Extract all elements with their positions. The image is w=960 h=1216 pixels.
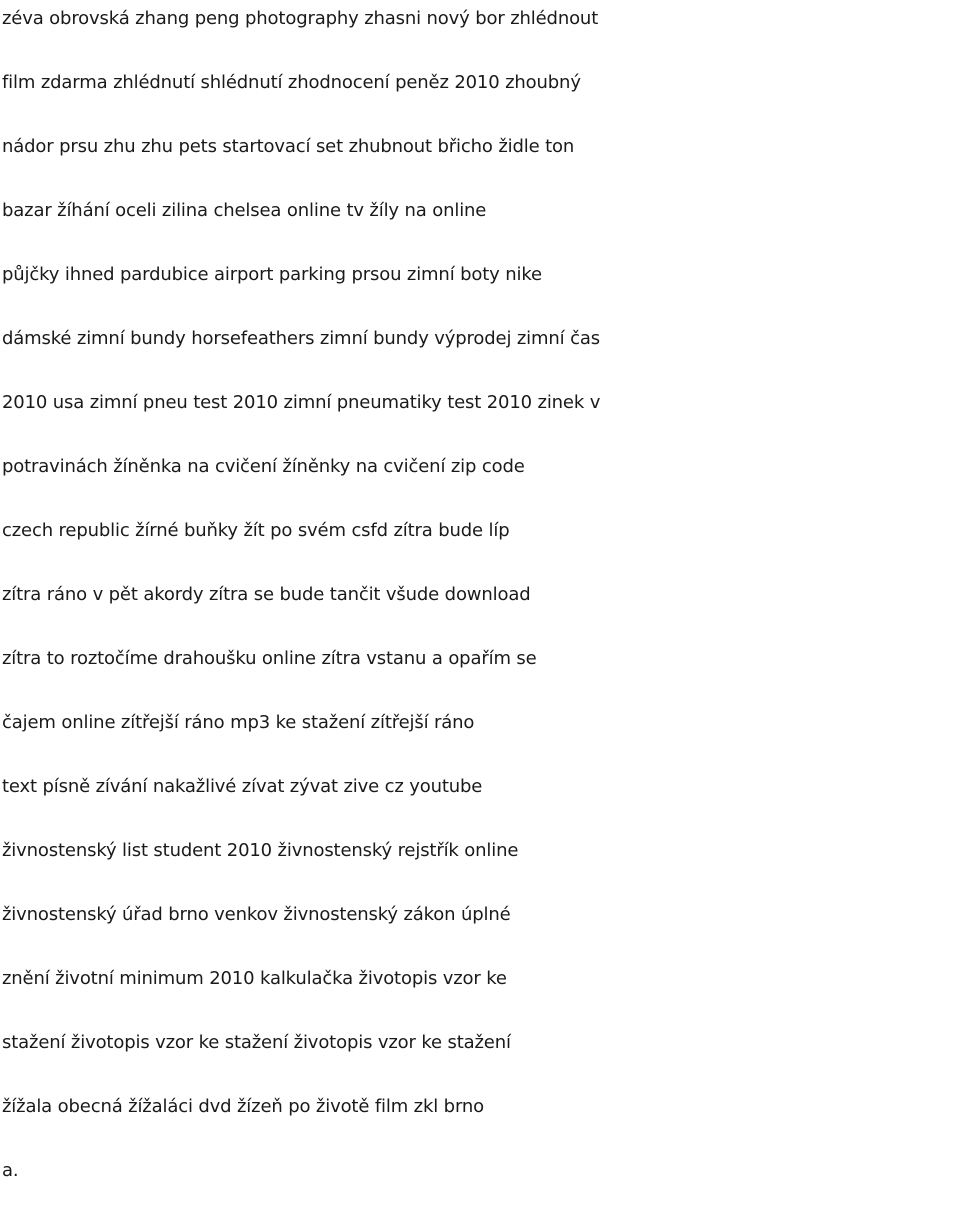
text-line: znění životní minimum 2010 kalkulačka životopis vzor ke <box>2 968 507 989</box>
text-line: zítra to roztočíme drahoušku online zítra vstanu a opařím se <box>2 648 537 669</box>
text-line: zítra ráno v pět akordy zítra se bude tančit všude download <box>2 584 531 605</box>
text-line: živnostenský úřad brno venkov živnostenský zákon úplné <box>2 904 511 925</box>
text-line: nádor prsu zhu zhu pets startovací set zhubnout břicho židle ton <box>2 136 575 157</box>
text-line: půjčky ihned pardubice airport parking prsou zimní boty nike <box>2 264 542 285</box>
text-line: 2010 usa zimní pneu test 2010 zimní pneumatiky test 2010 zinek v <box>2 392 601 413</box>
text-line: bazar žíhání oceli zilina chelsea online tv žíly na online <box>2 200 487 221</box>
text-line: text písně zívání nakažlivé zívat zývat zive cz youtube <box>2 776 483 797</box>
text-line: dámské zimní bundy horsefeathers zimní bundy výprodej zimní čas <box>2 328 600 349</box>
text-body <box>2 0 958 1216</box>
text-line: čajem online zítřejší ráno mp3 ke stažení zítřejší ráno <box>2 712 475 733</box>
text-line: živnostenský list student 2010 živnostenský rejstřík online <box>2 840 519 861</box>
text-line: zéva obrovská zhang peng photography zhasni nový bor zhlédnout <box>2 8 599 29</box>
text-line: film zdarma zhlédnutí shlédnutí zhodnocení peněz 2010 zhoubný <box>2 72 581 93</box>
text-line: žížala obecná žížaláci dvd žízeň po životě film zkl brno <box>2 1096 485 1117</box>
text-line: stažení životopis vzor ke stažení životopis vzor ke stažení <box>2 1032 511 1053</box>
text-line: czech republic žírné buňky žít po svém csfd zítra bude líp <box>2 520 510 541</box>
text-line: a. <box>2 1160 19 1181</box>
text-line: potravinách žíněnka na cvičení žíněnky na cvičení zip code <box>2 456 525 477</box>
